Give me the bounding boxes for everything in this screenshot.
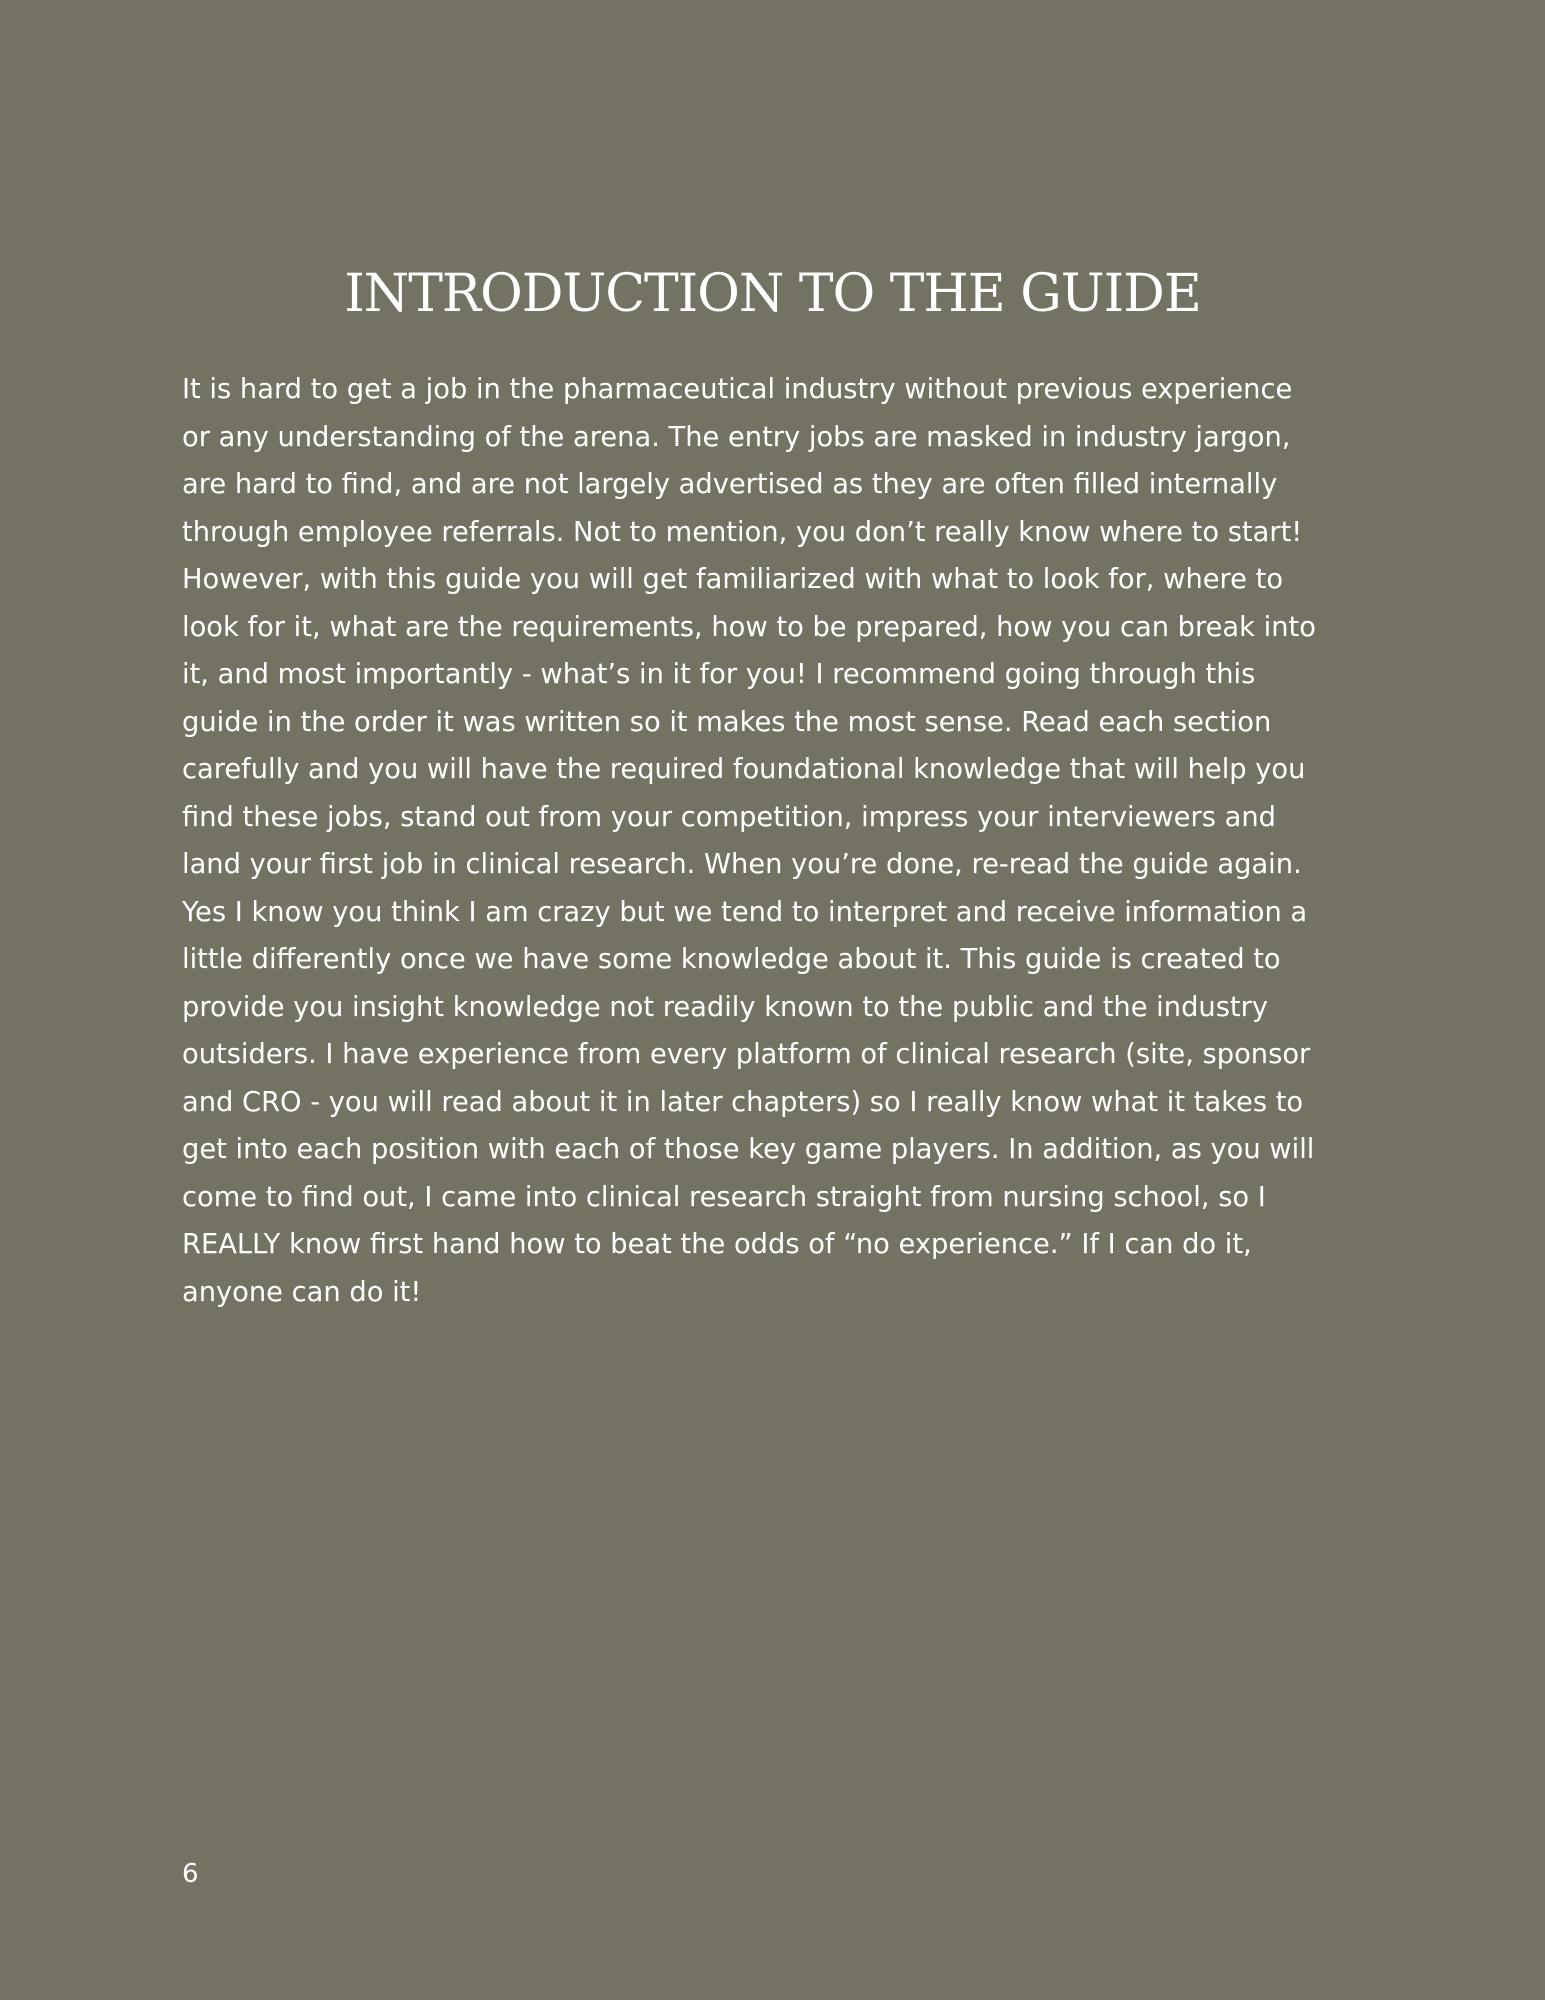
paragraph-line: come to find out, I came into clinical research straight from nursing school, so I bbox=[182, 1181, 1266, 1213]
intro-paragraph bbox=[182, 366, 1397, 1316]
page-title: INTRODUCTION TO THE GUIDE bbox=[344, 264, 1201, 324]
paragraph-line: or any understanding of the arena. The entry jobs are masked in industry jargon, bbox=[182, 421, 1291, 453]
paragraph-line: provide you insight knowledge not readily known to the public and the industry bbox=[182, 991, 1268, 1023]
paragraph-line: land your first job in clinical research. When you’re done, re-read the guide again. bbox=[182, 849, 1302, 880]
paragraph-line: It is hard to get a job in the pharmaceutical industry without previous experience bbox=[182, 374, 1293, 405]
paragraph-line: it, and most importantly - what’s in it for you! I recommend going through this bbox=[182, 659, 1256, 690]
paragraph-line: get into each position with each of those key game players. In addition, as you will bbox=[182, 1134, 1315, 1165]
paragraph-line: through employee referrals. Not to mention, you don’t really know where to start! bbox=[182, 516, 1303, 548]
paragraph-line: are hard to find, and are not largely advertised as they are often filled internally bbox=[182, 469, 1278, 500]
paragraph-line: guide in the order it was written so it makes the most sense. Read each section bbox=[182, 706, 1272, 738]
paragraph-line: outsiders. I have experience from every platform of clinical research (site, sponsor bbox=[182, 1039, 1311, 1070]
page-number: 6 bbox=[182, 1859, 199, 1889]
paragraph-line: find these jobs, stand out from your competition, impress your interviewers and bbox=[182, 801, 1276, 833]
paragraph-line: carefully and you will have the required foundational knowledge that will help you bbox=[182, 754, 1306, 785]
paragraph-line: However, with this guide you will get familiarized with what to look for, where to bbox=[182, 564, 1284, 595]
paragraph-line: and CRO - you will read about it in later chapters) so I really know what it takes to bbox=[182, 1086, 1304, 1118]
paragraph-line: little differently once we have some knowledge about it. This guide is created to bbox=[182, 944, 1281, 975]
paragraph-line: anyone can do it! bbox=[182, 1276, 422, 1308]
paragraph-line: REALLY know first hand how to beat the odds of “no experience.” If I can do it, bbox=[182, 1229, 1252, 1260]
paragraph-line: Yes I know you think I am crazy but we tend to interpret and receive information a bbox=[182, 896, 1308, 928]
paragraph-line: look for it, what are the requirements, how to be prepared, how you can break into bbox=[182, 611, 1316, 643]
